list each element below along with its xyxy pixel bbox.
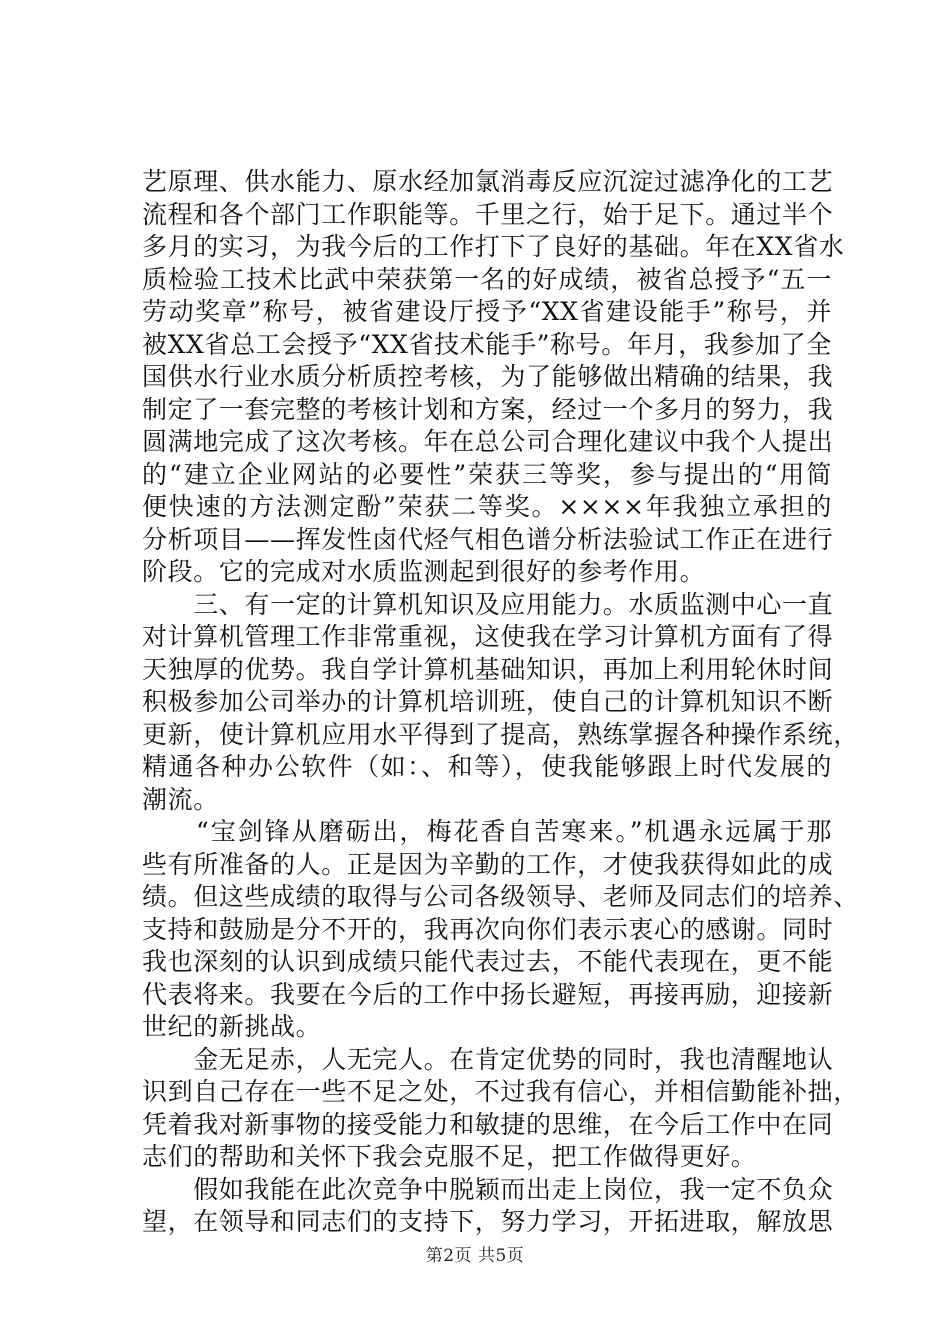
text-line: 天独厚的优势。我自学计算机基础知识，再加上利用轮休时间: [142, 654, 834, 684]
text-line: “宝剑锋从磨砺出，梅花香自苦寒来。”机遇永远属于那: [142, 817, 832, 846]
text-line: 国供水行业水质分析质控考核，为了能够做出精确的结果，我: [142, 362, 834, 391]
text-line: 被XX省总工会授予“XX省技术能手”称号。年月，我参加了全: [142, 329, 832, 359]
text-line: 代表将来。我要在今后的工作中扬长避短，再接再励，迎接新: [142, 979, 834, 1009]
text-line: 潮流。: [142, 784, 219, 814]
text-line: 绩。但这些成绩的取得与公司各级领导、老师及同志们的培养、: [142, 882, 859, 911]
text-line: 些有所准备的人。正是因为辛勤的工作，才使我获得如此的成: [142, 849, 834, 879]
text-line: 支持和鼓励是分不开的，我再次向你们表示衷心的感谢。同时: [142, 914, 834, 944]
text-line: 我也深刻的认识到成绩只能代表过去，不能代表现在，更不能: [142, 947, 834, 976]
text-line: 质检验工技术比武中荣获第一名的好成绩，被省总授予“五一: [142, 264, 832, 294]
text-line: 艺原理、供水能力、原水经加氯消毒反应沉淀过滤净化的工艺: [142, 167, 834, 196]
page-footer: 第2页 共5页: [425, 1246, 525, 1266]
text-line: 假如我能在此次竞争中脱颖而出走上岗位，我一定不负众: [142, 1174, 834, 1204]
text-line: 更新，使计算机应用水平得到了提高，熟练掌握各种操作系统，: [142, 719, 859, 749]
text-line: 精通各种办公软件（如：、和等），使我能够跟上时代发展的: [142, 752, 832, 781]
text-line: 便快速的方法测定酚”荣获二等奖。××××年我独立承担的: [142, 492, 832, 521]
text-line: 志们的帮助和关怀下我会克服不足，把工作做得更好。: [142, 1142, 757, 1171]
text-line: 制定了一套完整的考核计划和方案，经过一个多月的努力，我: [142, 394, 834, 424]
body-text: [142, 166, 859, 1239]
text-line: 的“建立企业网站的必要性”荣获三等奖，参与提出的“用简: [142, 459, 832, 489]
text-line: 分析项目——挥发性卤代烃气相色谱分析法验试工作正在进行: [142, 524, 834, 554]
text-line: 流程和各个部门工作职能等。千里之行，始于足下。通过半个: [142, 199, 834, 229]
text-line: 阶段。它的完成对水质监测起到很好的参考作用。: [142, 557, 706, 586]
text-line: 三、有一定的计算机知识及应用能力。水质监测中心一直: [142, 589, 834, 619]
text-line: 多月的实习，为我今后的工作打下了良好的基础。年在XX省水: [142, 232, 845, 261]
text-line: 金无足赤，人无完人。在肯定优势的同时，我也清醒地认: [142, 1044, 834, 1074]
text-line: 世纪的新挑战。: [142, 1012, 322, 1041]
text-line: 望，在领导和同志们的支持下，努力学习，开拓进取，解放思: [142, 1207, 834, 1236]
text-line: 对计算机管理工作非常重视，这使我在学习计算机方面有了得: [142, 622, 834, 651]
text-line: 劳动奖章”称号，被省建设厅授予“XX省建设能手”称号，并: [142, 297, 832, 326]
text-line: 积极参加公司举办的计算机培训班，使自己的计算机知识不断: [142, 687, 834, 716]
text-line: 圆满地完成了这次考核。年在总公司合理化建议中我个人提出: [142, 427, 834, 456]
text-line: 识到自己存在一些不足之处，不过我有信心，并相信勤能补拙，: [142, 1077, 859, 1106]
text-line: 凭着我对新事物的接受能力和敏捷的思维，在今后工作中在同: [142, 1109, 834, 1139]
